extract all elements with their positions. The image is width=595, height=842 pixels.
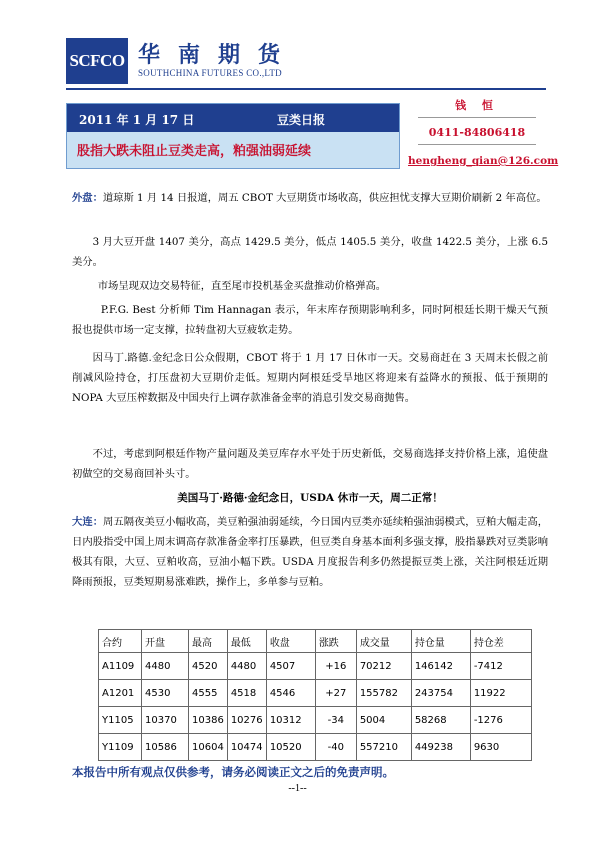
page-number: --1--: [288, 783, 307, 794]
table-row: [99, 707, 532, 734]
table-cell: 449238: [411, 734, 470, 761]
table-cell: -34: [315, 707, 356, 734]
table-cell: Y1105: [99, 707, 142, 734]
table-row: [99, 734, 532, 761]
table-cell: 4507: [266, 653, 315, 680]
table-cell: 557210: [356, 734, 411, 761]
table-header-cell: 合约: [99, 630, 142, 653]
report-title-bar: [67, 104, 399, 132]
report-title-box: [66, 103, 400, 169]
table-cell: 4480: [142, 653, 189, 680]
table-row: [99, 653, 532, 680]
paragraph-text: 道琼斯 1 月 14 日报道，周五 CBOT 大豆期货市场收高，供应担忧支撑大豆期价刷新 2 年高位。: [102, 192, 547, 204]
table-cell: +27: [315, 680, 356, 707]
table-cell: 4530: [142, 680, 189, 707]
table-cell: 146142: [411, 653, 470, 680]
table-cell: 4555: [189, 680, 228, 707]
paragraph-text: 不过，考虑到阿根廷作物产量问题及美豆库存水平处于历史新低，交易商选择支持价格上涨，追使盘初做空的交易商回补头寸。: [72, 448, 548, 480]
table-cell: 10604: [189, 734, 228, 761]
analyst-email-link[interactable]: hengheng_qian@126.com: [408, 155, 559, 167]
table-cell: +16: [315, 653, 356, 680]
table-cell: 10386: [189, 707, 228, 734]
table-cell: 155782: [356, 680, 411, 707]
table-row: [99, 680, 532, 707]
table-cell: 10312: [266, 707, 315, 734]
paragraph-text: 市场呈现双边交易特征，直至尾市投机基金买盘推动价格弹高。: [97, 280, 387, 292]
table-header-cell: 最低: [227, 630, 266, 653]
table-cell: 10520: [266, 734, 315, 761]
analyst-name: 钱 恒: [418, 97, 536, 118]
table-cell: 10586: [142, 734, 189, 761]
analyst-phone: 0411-84806418: [418, 126, 536, 145]
company-logo: SCFCO: [66, 38, 128, 84]
company-name-cn: 华南期货: [138, 42, 299, 68]
paragraph-text: 因马丁.路德.金纪念日公众假期，CBOT 将于 1 月 17 日休市一天。交易商赶在 3 天周末长假之前削减风险持仓，打压盘初大豆期价走低。短期内阿根廷受旱地区将迎来有益降水的预报、低于预期的 NOPA 大豆压榨数据及中国央行上调存款准备金率的消息引发交易商抛售。: [72, 352, 548, 404]
quotes-table: [98, 629, 532, 761]
table-cell: -40: [315, 734, 356, 761]
report-date: 2011 年 1 月 17 日: [79, 113, 195, 127]
table-cell: Y1109: [99, 734, 142, 761]
table-cell: 10370: [142, 707, 189, 734]
table-header-cell: 涨跌: [315, 630, 356, 653]
disclaimer-note: 本报告中所有观点仅供参考，请务必阅读正文之后的免责声明。: [72, 765, 394, 779]
table-cell: 58268: [411, 707, 470, 734]
table-cell: A1109: [99, 653, 142, 680]
table-cell: 243754: [411, 680, 470, 707]
table-cell: 10474: [227, 734, 266, 761]
table-header-cell: 持仓量: [411, 630, 470, 653]
section-label-waipan: 外盘：: [72, 192, 103, 204]
table-cell: 11922: [470, 680, 531, 707]
paragraph-text: P.F.G. Best 分析师 Tim Hannagan 表示，年末库存预期影响利多，同时阿根廷长期干燥天气预报也提供市场一定支撑，拉转盘初大豆疲软走势。: [72, 304, 548, 336]
table-cell: 4518: [227, 680, 266, 707]
report-type: 豆类日报: [277, 113, 326, 127]
paragraph-waipan: [72, 188, 548, 208]
header-divider: [66, 88, 546, 90]
section-label-dalian: 大连：: [72, 516, 104, 528]
table-header-cell: 收盘: [266, 630, 315, 653]
analyst-contact: [408, 97, 559, 169]
table-cell: 70212: [356, 653, 411, 680]
table-cell: A1201: [99, 680, 142, 707]
section-subhead: 美国马丁·路德·金纪念日，USDA 休市一天，周二正常！: [177, 492, 443, 504]
table-header-row: [99, 630, 532, 653]
paragraph-dalian: [72, 512, 548, 592]
table-cell: 4520: [189, 653, 228, 680]
table-header-cell: 开盘: [142, 630, 189, 653]
table-header-cell: 最高: [189, 630, 228, 653]
table-cell: 4480: [227, 653, 266, 680]
company-name-en: SOUTHCHINA FUTURES CO.,LTD: [138, 68, 282, 78]
table-cell: 10276: [227, 707, 266, 734]
table-header-cell: 持仓差: [470, 630, 531, 653]
report-headline: 股指大跌未阻止豆类走高，粕强油弱延续: [77, 144, 312, 159]
table-cell: -7412: [470, 653, 531, 680]
paragraph-text: 3 月大豆开盘 1407 美分，高点 1429.5 美分，低点 1405.5 美分，收盘 1422.5 美分，上涨 6.5 美分。: [72, 236, 548, 268]
table-header-cell: 成交量: [356, 630, 411, 653]
table-cell: 9630: [470, 734, 531, 761]
table-cell: 4546: [266, 680, 315, 707]
table-cell: 5004: [356, 707, 411, 734]
paragraph-text: 周五隔夜美豆小幅收高，美豆粕强油弱延续，今日国内豆类亦延续粕强油弱模式，豆粕大幅走高，日内股指受中国上周末调高存款准备金率打压暴跌，但豆类自身基本面利多强支撑，股指暴跌对豆类影响极其有限，大豆、豆粕收高，豆油小幅下跌。USDA 月度报告利多仍然提振豆类上涨，关注阿根廷近期降雨预报，豆类短期易涨难跌，操作上，多单参与豆粕。: [72, 516, 548, 588]
table-cell: -1276: [470, 707, 531, 734]
